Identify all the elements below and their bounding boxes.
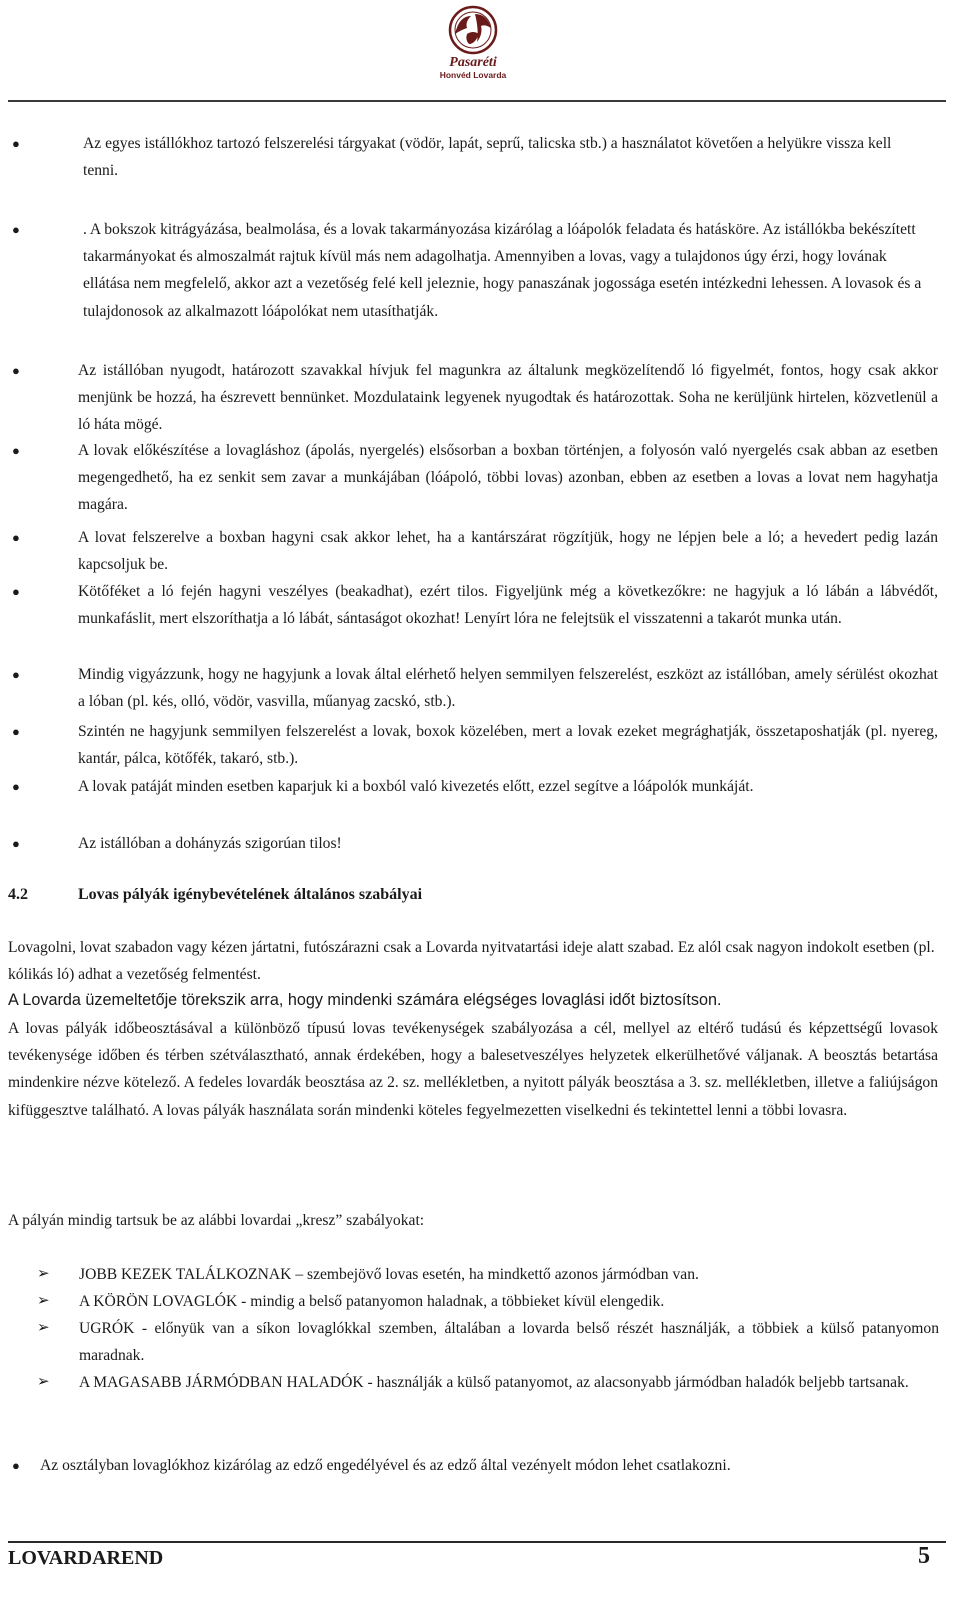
bullet-icon: ● bbox=[12, 443, 20, 458]
list-item bbox=[37, 1315, 939, 1369]
list-item bbox=[12, 524, 938, 578]
paragraph: A pályán mindig tartsuk be az alábbi lovardai „kresz” szabályokat: bbox=[8, 1212, 425, 1229]
list-item bbox=[12, 437, 938, 519]
arrow-bullet-icon: ➢ bbox=[37, 1374, 50, 1390]
bullet-icon: ● bbox=[12, 836, 20, 851]
bullet-icon: ● bbox=[12, 222, 20, 237]
arrow-bullet-icon: ➢ bbox=[37, 1266, 50, 1282]
bullet-icon: ● bbox=[12, 584, 20, 599]
list-item bbox=[12, 773, 938, 800]
bullet-icon: ● bbox=[12, 779, 20, 794]
arrow-bullet-icon: ➢ bbox=[37, 1320, 50, 1336]
list-item-text: A KÖRÖN LOVAGLÓK - mindig a belső patanyomon haladnak, a többieket kívül elengedik. bbox=[79, 1293, 665, 1310]
bullet-icon: ● bbox=[12, 136, 20, 151]
arrow-bullet-icon: ➢ bbox=[37, 1293, 50, 1309]
list-item-text: A MAGASABB JÁRMÓDBAN HALADÓK - használják a külső patanyomot, az alacsonyabb jármódban haladók beljebb tartsanak. bbox=[79, 1374, 909, 1391]
list-item-text: UGRÓK - előnyük van a síkon lovaglókkal szemben, általában a lovarda belső részét használják, a többiek a külső patanyomon maradnak. bbox=[79, 1320, 939, 1365]
list-item bbox=[12, 830, 938, 857]
list-item-text: Az istállóban nyugodt, határozott szavakkal hívjuk fel magunkra az általunk megközelítendő ló figyelmét, fontos, hogy csak akkor menjünk be hozzá, ha észrevett bennünket. Mozdulataink legyenek nyugodtak és határozottak. Soha ne kerüljünk hirtelen, közvetlenül a ló háta mögé. bbox=[78, 362, 938, 434]
list-item bbox=[12, 216, 923, 325]
bullet-icon: ● bbox=[12, 724, 20, 739]
paragraph: A Lovarda üzemeltetője törekszik arra, hogy mindenki számára elégséges lovaglási időt biztosítson. bbox=[8, 991, 722, 1009]
footer-divider bbox=[8, 1541, 946, 1543]
list-item-text: . A bokszok kitrágyázása, bealmolása, és a lovak takarmányozása kizárólag a lóápolók feladata és hatásköre. Az istállókba bekészített takarmányokat és almoszalmát rajtuk kívül más nem adagolhatja. Amennyiben a lovas, vagy a tulajdonos úgy érzi, hogy lovának ellátása nem megfelelő, akkor azt a vezetőség felé kell jeleznie, hogy panaszának jogossága esetén intézkedni lehessen. A lovasok és a tulajdonosok az alkalmazott lóápolókat nem utasíthatják. bbox=[83, 221, 922, 320]
bullet-icon: ● bbox=[12, 530, 20, 545]
list-item-text: A lovat felszerelve a boxban hagyni csak akkor lehet, ha a kantárszárat rögzítjük, hogy ne lépjen bele a ló; a hevedert pedig lazán kapcsoljuk be. bbox=[78, 529, 938, 574]
list-item-text: Az istállóban a dohányzás szigorúan tilos! bbox=[78, 835, 342, 852]
section-heading bbox=[8, 884, 422, 906]
list-item-text: Kötőféket a ló fején hagyni veszélyes (beakadhat), ezért tilos. Figyeljünk még a következőkre: ne hagyjuk a ló lábán a lábvédőt, munkafáslit, mert elszoríthatja a ló lábát, sántaságot okozhat! Lenyírt lóra ne felejtsük el visszatenni a takarót munka után. bbox=[78, 583, 938, 628]
bullet-icon: ● bbox=[12, 363, 20, 378]
list-item-text: Az egyes istállókhoz tartozó felszerelési tárgyakat (vödör, lapát, seprű, talicska stb.) a használatot követően a helyükre vissza kell tenni. bbox=[83, 135, 892, 180]
lovarda-logo bbox=[418, 4, 528, 84]
list-item-text: Szintén ne hagyjunk semmilyen felszerelést a lovak, boxok közelében, mert a lovak ezeket megrághatják, összetaposhatják (pl. nyereg, kantár, pálca, kötőfék, takaró, stb.). bbox=[78, 723, 938, 768]
logo-name: Pasaréti bbox=[449, 55, 497, 70]
page-number: 5 bbox=[918, 1543, 930, 1569]
list-item bbox=[37, 1261, 939, 1288]
footer-title: LOVARDAREND bbox=[8, 1547, 164, 1569]
bullet-icon: ● bbox=[12, 667, 20, 682]
logo-subtitle: Honvéd Lovarda bbox=[439, 70, 507, 80]
list-item bbox=[12, 661, 938, 715]
paragraph: Lovagolni, lovat szabadon vagy kézen jártatni, futószárazni csak a Lovarda nyitvatartási ideje alatt szabad. Ez alól csak nagyon indokolt esetben (pl. kólikás ló) adhat a vezetőség felmentést. bbox=[8, 939, 935, 984]
list-item-text: A lovak előkészítése a lovagláshoz (ápolás, nyergelés) elsősorban a boxban történjen, a folyosón való nyergelés csak abban az esetben megengedhető, ha ez senkit sem zavar a munkájában (lóápoló, többi lovas) azonban, ebben az esetben a lovas a lovat nem hagyhatja magára. bbox=[78, 442, 938, 514]
section-number: 4.2 bbox=[8, 886, 28, 903]
list-item bbox=[37, 1369, 939, 1396]
list-item bbox=[12, 578, 938, 632]
list-item bbox=[12, 1452, 938, 1479]
paragraph: A lovas pályák időbeosztásával a különböző típusú lovas tevékenységek szabályozása a cél, mellyel az eltérő tudású és képzettségű lovasok tevékenysége időben és térben szétválasztható, annak érdekében, hogy a balesetveszélyes helyzetek elkerülhetővé váljanak. A beosztás betartása mindenkire nézve kötelező. A fedeles lovardák beosztása az 2. sz. mellékletben, a nyitott pályák beosztása a 3. sz. mellékletben, illetve a faliújságon kifüggesztve található. A lovas pályák használata során mindenki köteles fegyelmezetten viselkedni és tekintettel lenni a többi lovasra. bbox=[8, 1020, 938, 1119]
list-item-text: Mindig vigyázzunk, hogy ne hagyjunk a lovak által elérhető helyen semmilyen felszerelést, eszközt az istállóban, amely sérülést okozhat a lóban (pl. kés, olló, vödör, vasvilla, műanyag zacskó, stb.). bbox=[78, 666, 938, 711]
section-title: Lovas pályák igénybevételének általános szabályai bbox=[78, 886, 423, 903]
list-item-text: A lovak patáját minden esetben kaparjuk ki a boxból való kivezetés előtt, ezzel segítve a lóápolók munkáját. bbox=[78, 778, 754, 795]
list-item bbox=[12, 718, 938, 772]
list-item bbox=[37, 1288, 939, 1315]
list-item bbox=[12, 130, 903, 184]
list-item bbox=[12, 357, 938, 439]
bullet-icon: ● bbox=[12, 1458, 20, 1473]
list-item-text: JOBB KEZEK TALÁLKOZNAK – szembejövő lovas esetén, ha mindkettő azonos jármódban van. bbox=[79, 1266, 699, 1283]
horse-logo-icon bbox=[425, 4, 521, 56]
list-item-text: Az osztályban lovaglókhoz kizárólag az edző engedélyével és az edző által vezényelt módon lehet csatlakozni. bbox=[40, 1457, 731, 1474]
header-divider bbox=[8, 100, 946, 102]
